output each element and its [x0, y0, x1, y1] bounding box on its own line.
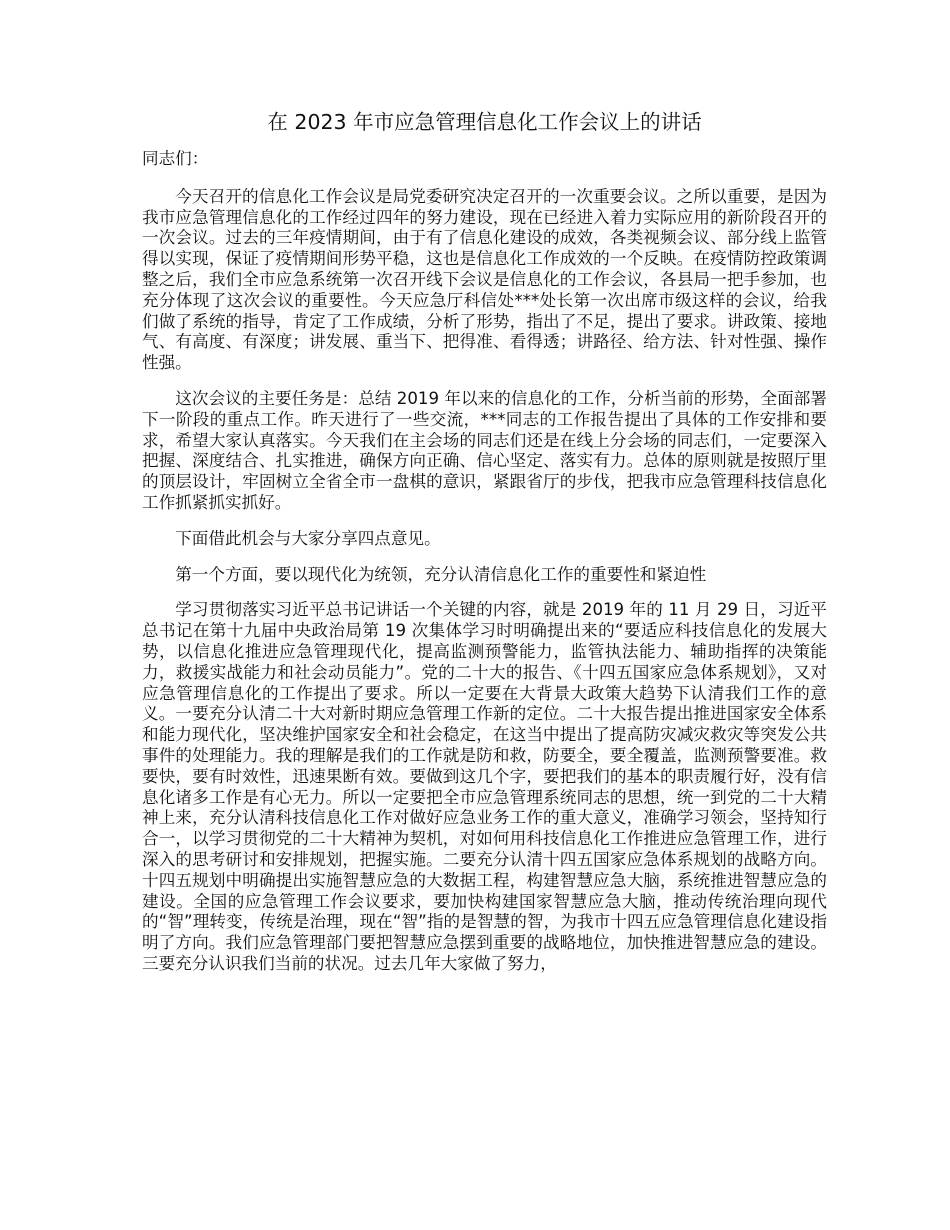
document-page — [142, 108, 827, 990]
greeting: 同志们： — [142, 149, 209, 168]
document-title: 在 2023 年市应急管理信息化工作会议上的讲话 — [267, 110, 702, 134]
paragraph-four-opinions: 下面借此机会与大家分享四点意见。 — [175, 528, 441, 548]
paragraph-opening: 今天召开的信息化工作会议是局党委研究决定召开的一次重要会议。之所以重要，是因为我市应急管理信息化的工作经过四年的努力建设，现在已经进入着力实际应用的新阶段召开的一次会议。过去的三年疫情期间，由于有了信息化建设的成效，各类视频会议、部分线上监管得以实现，保证了疫情期间形势平稳，这也是信息化工作成效的一个反映。在疫情防控政策调整之后，我们全市应急系统第一次召开线下会议是信息化的工作会议，各县局一把手参加，也充分体现了这次会议的重要性。今天应急厅科信处***处长第一次出席市级这样的会议，给我们做了系统的指导，肯定了工作成绩，分析了形势，指出了不足，提出了要求。讲政策、接地气、有高度、有深度；讲发展、重当下、把得准、看得透；讲路径、给方法、针对性强、操作性强。 — [142, 186, 827, 373]
paragraph-first-aspect-body: 学习贯彻落实习近平总书记讲话一个关键的内容，就是 2019 年的 11 月 29 日，习近平总书记在第十九届中央政治局第 19 次集体学习时明确提出来的“要适应科技信息化的发展大势，以信息化推进应急管理现代化，提高监测预警能力，监管执法能力、辅助指挥的决策能力，救援实战能力和社会动员能力”。党的二十大的报告、《十四五国家应急体系规划》，又对应急管理信息化的工作提出了要求。所以一定要在大背景大政策大趋势下认清我们工作的意义。一要充分认清二十大对新时期应急管理工作新的定位。二十大报告提出推进国家安全体系和能力现代化，坚决维护国家安全和社会稳定，在这当中提出了提高防灾减灾救灾等突发公共事件的处理能力。我的理解是我们的工作就是防和救，防要全，要全覆盖，监测预警要准。救要快，要有时效性，迅速果断有效。要做到这几个字，要把我们的基本的职责履行好，没有信息化诸多工作是有心无力。所以一定要把全市应急管理系统同志的思想，统一到党的二十大精神上来，充分认清科技信息化工作对做好应急业务工作的重大意义，准确学习领会，坚持知行合一，以学习贯彻党的二十大精神为契机，对如何用科技信息化工作推进应急管理工作，进行深入的思考研讨和安排规划，把握实施。二要充分认清十四五国家应急体系规划的战略方向。十四五规划中明确提出实施智慧应急的大数据工程，构建智慧应急大脑，系统推进智慧应急的建设。全国的应急管理工作会议要求，要加快构建国家智慧应急大脑，推动传统治理向现代的“智”理转变，传统是治理，现在“智”指的是智慧的智，为我市十四五应急管理信息化建设指明了方向。我们应急管理部门要把智慧应急摆到重要的战略地位，加快推进智慧应急的建设。三要充分认识我们当前的状况。过去几年大家做了努力， — [142, 600, 827, 973]
paragraph-main-tasks: 这次会议的主要任务是：总结 2019 年以来的信息化的工作，分析当前的形势，全面部署下一阶段的重点工作。昨天进行了一些交流，***同志的工作报告提出了具体的工作安排和要求，希望大家认真落实。今天我们在主会场的同志们还是在线上分会场的同志们，一定要深入把握、深度结合、扎实推进，确保方向正确、信心坚定、落实有力。总体的原则就是按照厅里的顶层设计，牢固树立全省全市一盘棋的意识，紧跟省厅的步伐，把我市应急管理科技信息化工作抓紧抓实抓好。 — [142, 388, 827, 512]
section-heading-first-aspect: 第一个方面，要以现代化为统领，充分认清信息化工作的重要性和紧迫性 — [175, 564, 707, 584]
